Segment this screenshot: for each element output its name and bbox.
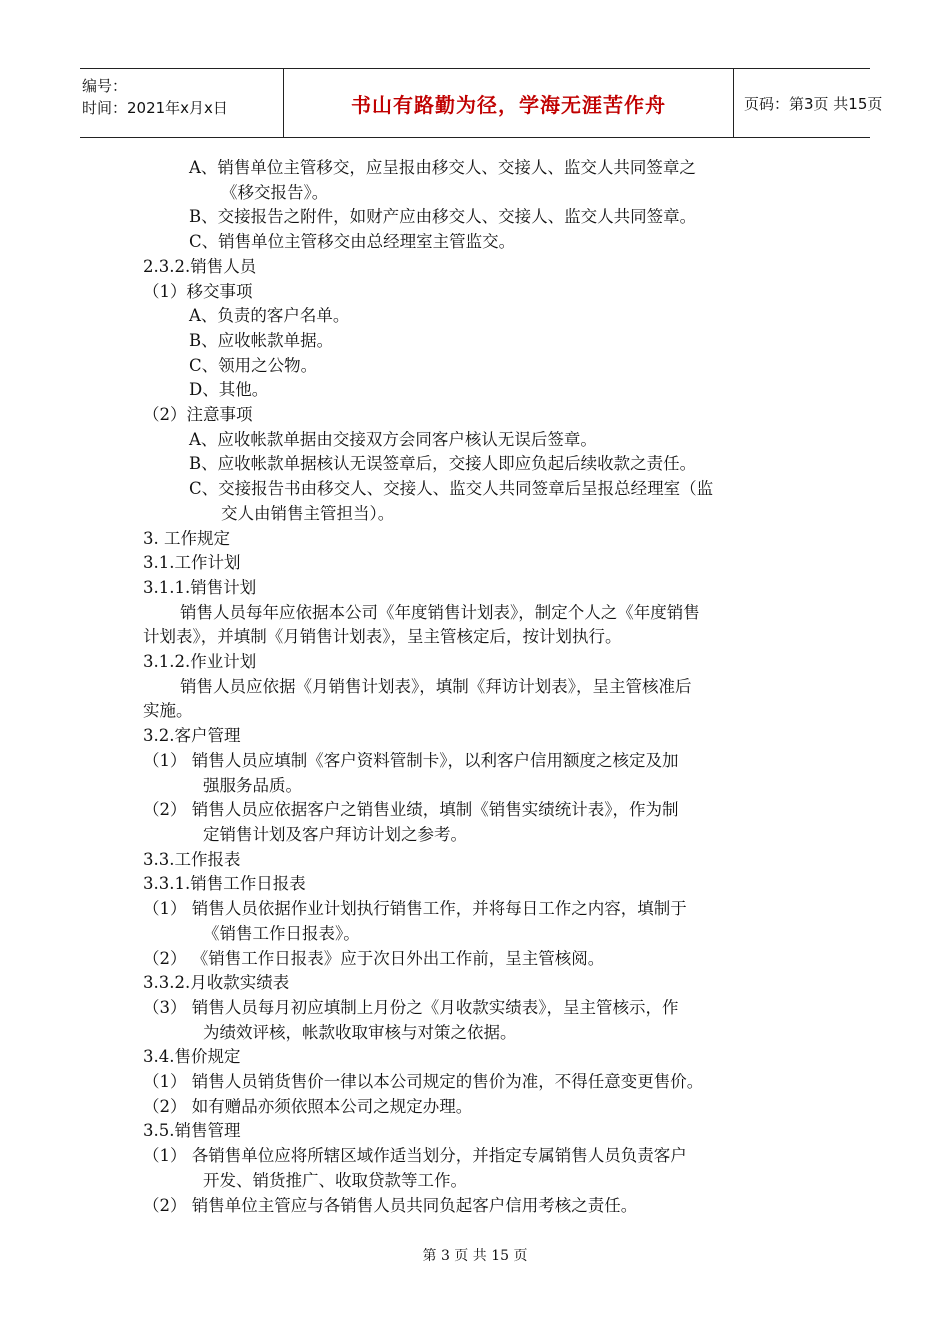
text-line: 《销售工作日报表》。 <box>203 923 360 943</box>
text-line: 《移交报告》。 <box>221 182 329 202</box>
text-line: （1） 销售人员应填制《客户资料管制卡》，以利客户信用额度之核定及加 <box>143 750 679 770</box>
text-line: 为绩效评核，帐款收取审核与对策之依据。 <box>203 1022 517 1042</box>
text-line: B、应收帐款单据。 <box>189 330 334 350</box>
text-line: （1） 销售人员依据作业计划执行销售工作，并将每日工作之内容，填制于 <box>143 899 687 919</box>
text-line: （2） 销售单位主管应与各销售人员共同负起客户信用考核之责任。 <box>143 1195 638 1215</box>
text-line: B、交接报告之附件，如财产应由移交人、交接人、监交人共同签章。 <box>189 207 697 227</box>
text-line: 3.2.客户管理 <box>143 726 241 746</box>
text-line: C、领用之公物。 <box>189 355 318 375</box>
text-line: 3.4.售价规定 <box>143 1047 241 1067</box>
text-line: （2） 《销售工作日报表》应于次日外出工作前，呈主管核阅。 <box>143 948 605 968</box>
text-line: （2） 如有赠品亦须依照本公司之规定办理。 <box>143 1096 473 1116</box>
text-line: 3.3.2.月收款实绩表 <box>143 973 290 993</box>
text-line: C、销售单位主管移交由总经理室主管监交。 <box>189 232 516 252</box>
text-line: D、其他。 <box>189 380 269 400</box>
text-line: 3.3.1.销售工作日报表 <box>143 874 306 894</box>
page-header <box>80 68 883 138</box>
text-line: （1） 销售人员销货售价一律以本公司规定的售价为准，不得任意变更售价。 <box>143 1072 704 1092</box>
text-line: （3） 销售人员每月初应填制上月份之《月收款实绩表》，呈主管核示，作 <box>143 997 679 1017</box>
text-line: A、应收帐款单据由交接双方会同客户核认无误后签章。 <box>189 429 597 449</box>
text-line: 销售人员应依据《月销售计划表》，填制《拜访计划表》，呈主管核准后 <box>180 676 692 696</box>
text-line: C、交接报告书由移交人、交接人、监交人共同签章后呈报总经理室（监 <box>189 479 714 499</box>
text-line: A、销售单位主管移交，应呈报由移交人、交接人、监交人共同签章之 <box>189 158 696 177</box>
text-line: B、应收帐款单据核认无误签章后，交接人即应负起后续收款之责任。 <box>189 454 697 474</box>
text-line: A、负责的客户名单。 <box>189 306 350 326</box>
text-line: 2.3.2.销售人员 <box>143 256 257 276</box>
text-line: 实施。 <box>143 701 193 721</box>
text-line: 定销售计划及客户拜访计划之参考。 <box>203 824 467 844</box>
text-line: 3.3.工作报表 <box>143 849 241 869</box>
header-meta <box>80 69 284 137</box>
header-page-info: 页码：第3页 共15页 <box>744 94 883 113</box>
text-line: 销售人员每年应依据本公司《年度销售计划表》，制定个人之《年度销售 <box>180 602 700 622</box>
document-time-label: 时间：2021年x月x日 <box>82 99 228 117</box>
text-line: （1） 各销售单位应将所辖区域作适当划分，并指定专属销售人员负责客户 <box>143 1146 687 1166</box>
text-line: 3. 工作规定 <box>143 528 230 548</box>
text-line: （2）注意事项 <box>143 405 253 425</box>
text-line: 开发、销货推广、收取贷款等工作。 <box>203 1170 467 1190</box>
text-line: 交人由销售主管担当）。 <box>221 503 395 523</box>
text-line: 3.5.销售管理 <box>143 1121 241 1141</box>
document-number-label: 编号： <box>82 77 128 95</box>
text-line: 强服务品质。 <box>203 775 302 795</box>
text-line: （1）移交事项 <box>143 281 253 301</box>
text-line: 3.1.1.销售计划 <box>143 577 257 597</box>
page-footer: 第 3 页 共 15 页 <box>422 1248 528 1264</box>
text-line: 3.1.2.作业计划 <box>143 652 257 672</box>
header-motto: 书山有路勤为径，学海无涯苦作舟 <box>284 69 734 137</box>
document-body <box>143 156 808 1218</box>
text-line: 计划表》，并填制《月销售计划表》，呈主管核定后，按计划执行。 <box>143 627 622 647</box>
text-line: 3.1.工作计划 <box>143 553 241 573</box>
text-line: （2） 销售人员应依据客户之销售业绩，填制《销售实绩统计表》，作为制 <box>143 800 679 820</box>
